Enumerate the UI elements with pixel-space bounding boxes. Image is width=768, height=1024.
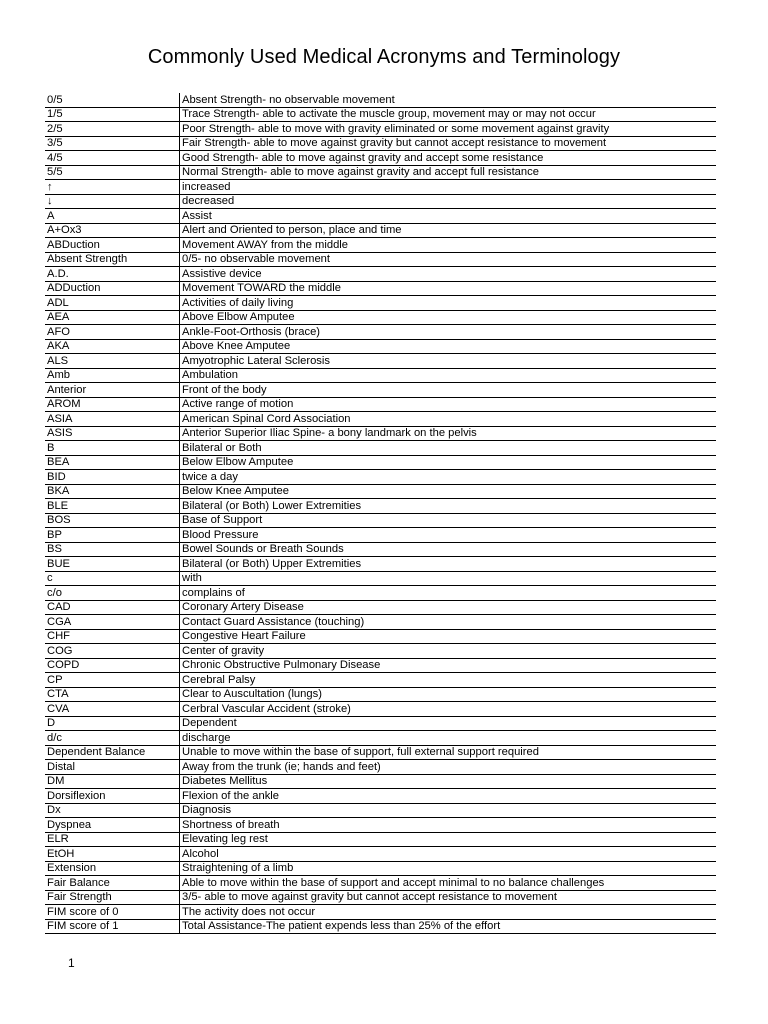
table-row [45, 658, 716, 673]
definition-cell: Bilateral (or Both) Upper Extremities [180, 557, 717, 572]
definition-cell: Fair Strength- able to move against gravity but cannot accept resistance to movement [180, 136, 717, 151]
definition-cell: Assist [180, 209, 717, 224]
definition-cell: Below Elbow Amputee [180, 455, 717, 470]
definition-cell: increased [180, 180, 717, 195]
definition-cell: Chronic Obstructive Pulmonary Disease [180, 658, 717, 673]
definition-cell: decreased [180, 194, 717, 209]
acronym-cell: 1/5 [45, 107, 180, 122]
definition-cell: Movement TOWARD the middle [180, 281, 717, 296]
acronym-cell: BLE [45, 499, 180, 514]
acronym-cell: ↓ [45, 194, 180, 209]
definition-cell: Total Assistance-The patient expends less than 25% of the effort [180, 919, 717, 934]
table-row [45, 281, 716, 296]
table-row [45, 397, 716, 412]
table-row [45, 847, 716, 862]
table-row [45, 151, 716, 166]
table-row [45, 745, 716, 760]
table-row [45, 600, 716, 615]
table-row [45, 310, 716, 325]
definition-cell: Bilateral (or Both) Lower Extremities [180, 499, 717, 514]
definition-cell: Cerbral Vascular Accident (stroke) [180, 702, 717, 717]
table-row [45, 586, 716, 601]
table-row [45, 687, 716, 702]
definition-cell: Flexion of the ankle [180, 789, 717, 804]
table-row [45, 716, 716, 731]
acronym-cell: A.D. [45, 267, 180, 282]
acronym-cell: COG [45, 644, 180, 659]
table-row [45, 774, 716, 789]
acronym-cell: c/o [45, 586, 180, 601]
table-row [45, 354, 716, 369]
definition-cell: Trace Strength- able to activate the muscle group, movement may or may not occur [180, 107, 717, 122]
table-row [45, 470, 716, 485]
definition-cell: Elevating leg rest [180, 832, 717, 847]
definition-cell: Anterior Superior Iliac Spine- a bony landmark on the pelvis [180, 426, 717, 441]
table-row [45, 426, 716, 441]
definition-cell: Bilateral or Both [180, 441, 717, 456]
acronym-cell: BUE [45, 557, 180, 572]
table-row [45, 919, 716, 934]
acronym-cell: 4/5 [45, 151, 180, 166]
definition-cell: Away from the trunk (ie; hands and feet) [180, 760, 717, 775]
definition-cell: Activities of daily living [180, 296, 717, 311]
definition-cell: Absent Strength- no observable movement [180, 93, 717, 107]
table-row [45, 267, 716, 282]
acronym-cell: Anterior [45, 383, 180, 398]
table-row [45, 557, 716, 572]
acronym-cell: FIM score of 0 [45, 905, 180, 920]
table-row [45, 731, 716, 746]
acronym-cell: 0/5 [45, 93, 180, 107]
acronym-cell: ALS [45, 354, 180, 369]
acronym-cell: ASIS [45, 426, 180, 441]
table-row [45, 832, 716, 847]
acronym-cell: BEA [45, 455, 180, 470]
table-row [45, 325, 716, 340]
definition-cell: Shortness of breath [180, 818, 717, 833]
definition-cell: Coronary Artery Disease [180, 600, 717, 615]
acronym-cell: CVA [45, 702, 180, 717]
table-row [45, 876, 716, 891]
acronym-cell: FIM score of 1 [45, 919, 180, 934]
acronym-cell: Amb [45, 368, 180, 383]
acronym-cell: 2/5 [45, 122, 180, 137]
definition-cell: Above Knee Amputee [180, 339, 717, 354]
table-row [45, 818, 716, 833]
table-row [45, 542, 716, 557]
acronym-cell: B [45, 441, 180, 456]
acronym-cell: DM [45, 774, 180, 789]
acronym-cell: CHF [45, 629, 180, 644]
definition-cell: Contact Guard Assistance (touching) [180, 615, 717, 630]
table-row [45, 412, 716, 427]
acronym-cell: BS [45, 542, 180, 557]
table-row [45, 252, 716, 267]
acronym-cell: ADDuction [45, 281, 180, 296]
table-row [45, 905, 716, 920]
definition-cell: American Spinal Cord Association [180, 412, 717, 427]
acronym-cell: c [45, 571, 180, 586]
table-row [45, 861, 716, 876]
table-row [45, 629, 716, 644]
table-row [45, 673, 716, 688]
definition-cell: with [180, 571, 717, 586]
table-row [45, 296, 716, 311]
definition-cell: Cerebral Palsy [180, 673, 717, 688]
acronym-cell: Fair Balance [45, 876, 180, 891]
terminology-table-body [45, 93, 716, 934]
definition-cell: Alert and Oriented to person, place and time [180, 223, 717, 238]
acronym-cell: Dependent Balance [45, 745, 180, 760]
table-row [45, 441, 716, 456]
definition-cell: Front of the body [180, 383, 717, 398]
acronym-cell: ABDuction [45, 238, 180, 253]
acronym-cell: A [45, 209, 180, 224]
acronym-cell: Dx [45, 803, 180, 818]
table-row [45, 455, 716, 470]
definition-cell: Base of Support [180, 513, 717, 528]
definition-cell: Good Strength- able to move against gravity and accept some resistance [180, 151, 717, 166]
acronym-cell: Distal [45, 760, 180, 775]
table-row [45, 484, 716, 499]
table-row [45, 209, 716, 224]
table-row [45, 93, 716, 107]
table-row [45, 702, 716, 717]
acronym-cell: AEA [45, 310, 180, 325]
acronym-cell: ↑ [45, 180, 180, 195]
acronym-cell: CP [45, 673, 180, 688]
table-row [45, 499, 716, 514]
acronym-cell: Dorsiflexion [45, 789, 180, 804]
definition-cell: Below Knee Amputee [180, 484, 717, 499]
table-row [45, 383, 716, 398]
definition-cell: Bowel Sounds or Breath Sounds [180, 542, 717, 557]
definition-cell: Straightening of a limb [180, 861, 717, 876]
definition-cell: Assistive device [180, 267, 717, 282]
acronym-cell: EtOH [45, 847, 180, 862]
acronym-cell: ASIA [45, 412, 180, 427]
definition-cell: Unable to move within the base of support, full external support required [180, 745, 717, 760]
definition-cell: Normal Strength- able to move against gravity and accept full resistance [180, 165, 717, 180]
acronym-cell: AROM [45, 397, 180, 412]
definition-cell: Poor Strength- able to move with gravity eliminated or some movement against gravity [180, 122, 717, 137]
table-row [45, 180, 716, 195]
definition-cell: Active range of motion [180, 397, 717, 412]
table-row [45, 136, 716, 151]
definition-cell: Congestive Heart Failure [180, 629, 717, 644]
table-row [45, 615, 716, 630]
page-title: Commonly Used Medical Acronyms and Terminology [147, 46, 621, 68]
definition-cell: Alcohol [180, 847, 717, 862]
table-row [45, 122, 716, 137]
acronym-cell: 5/5 [45, 165, 180, 180]
definition-cell: Clear to Auscultation (lungs) [180, 687, 717, 702]
table-row [45, 194, 716, 209]
definition-cell: discharge [180, 731, 717, 746]
acronym-cell: Absent Strength [45, 252, 180, 267]
table-row [45, 513, 716, 528]
table-row [45, 223, 716, 238]
definition-cell: complains of [180, 586, 717, 601]
definition-cell: Movement AWAY from the middle [180, 238, 717, 253]
terminology-table [45, 93, 716, 934]
definition-cell: Blood Pressure [180, 528, 717, 543]
acronym-cell: AFO [45, 325, 180, 340]
definition-cell: Center of gravity [180, 644, 717, 659]
definition-cell: Able to move within the base of support and accept minimal to no balance challenges [180, 876, 717, 891]
acronym-cell: Dyspnea [45, 818, 180, 833]
acronym-cell: BP [45, 528, 180, 543]
definition-cell: Diabetes Mellitus [180, 774, 717, 789]
acronym-cell: d/c [45, 731, 180, 746]
table-row [45, 789, 716, 804]
definition-cell: 3/5- able to move against gravity but cannot accept resistance to movement [180, 890, 717, 905]
definition-cell: Amyotrophic Lateral Sclerosis [180, 354, 717, 369]
table-row [45, 644, 716, 659]
table-row [45, 368, 716, 383]
definition-cell: twice a day [180, 470, 717, 485]
table-row [45, 890, 716, 905]
acronym-cell: COPD [45, 658, 180, 673]
table-row [45, 107, 716, 122]
acronym-cell: ADL [45, 296, 180, 311]
acronym-cell: BKA [45, 484, 180, 499]
definition-cell: Ankle-Foot-Orthosis (brace) [180, 325, 717, 340]
acronym-cell: D [45, 716, 180, 731]
table-row [45, 803, 716, 818]
page-number: 1 [68, 956, 75, 970]
definition-cell: Dependent [180, 716, 717, 731]
table-row [45, 165, 716, 180]
definition-cell: Ambulation [180, 368, 717, 383]
acronym-cell: 3/5 [45, 136, 180, 151]
acronym-cell: CAD [45, 600, 180, 615]
table-row [45, 339, 716, 354]
definition-cell: The activity does not occur [180, 905, 717, 920]
acronym-cell: ELR [45, 832, 180, 847]
definition-cell: 0/5- no observable movement [180, 252, 717, 267]
acronym-cell: AKA [45, 339, 180, 354]
acronym-cell: Fair Strength [45, 890, 180, 905]
acronym-cell: CGA [45, 615, 180, 630]
acronym-cell: Extension [45, 861, 180, 876]
acronym-cell: CTA [45, 687, 180, 702]
table-row [45, 760, 716, 775]
table-row [45, 238, 716, 253]
table-row [45, 528, 716, 543]
acronym-cell: BID [45, 470, 180, 485]
acronym-cell: A+Ox3 [45, 223, 180, 238]
table-row [45, 571, 716, 586]
definition-cell: Above Elbow Amputee [180, 310, 717, 325]
acronym-cell: BOS [45, 513, 180, 528]
definition-cell: Diagnosis [180, 803, 717, 818]
